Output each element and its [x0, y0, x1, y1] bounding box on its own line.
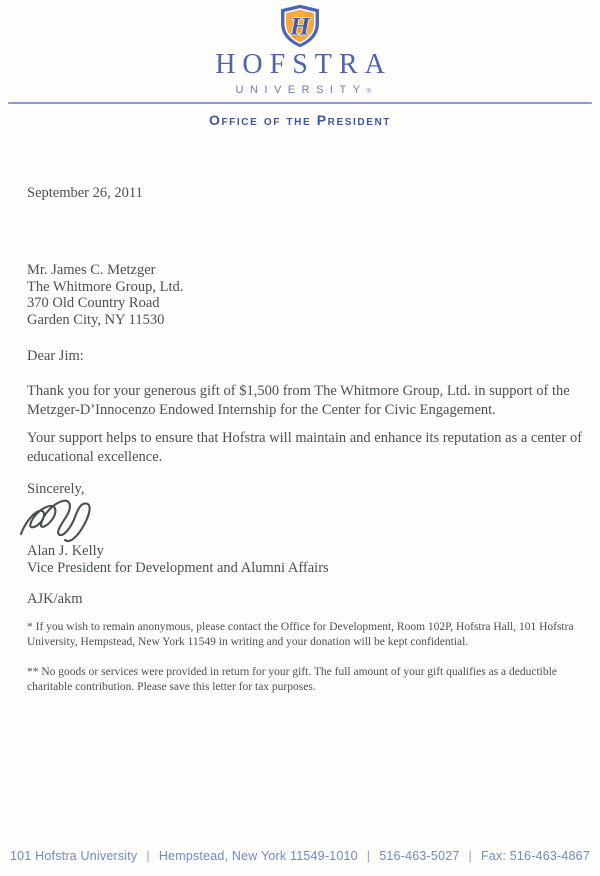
footer-separator: | [468, 849, 472, 863]
recipient-city: Garden City, NY 11530 [27, 311, 165, 328]
footer-address: 101 Hofstra University [10, 849, 138, 863]
closing: Sincerely, [27, 481, 85, 497]
reference-initials: AJK/akm [27, 591, 83, 607]
office-of-the-president-line: Office of the President [208, 112, 392, 128]
footer-contact-line [0, 849, 600, 863]
footer-fax: Fax: 516-463-4867 [480, 849, 590, 863]
brand-name: HOFSTRA [215, 49, 392, 80]
signer-name: Alan J. Kelly [27, 543, 104, 559]
footer-city: Hempstead, New York 11549-1010 [158, 849, 358, 863]
shield-monogram: H [289, 11, 311, 41]
footnote-tax: ** No goods or services were provided in return for your gift. The full amount of your gift qualifies as a deductible charitable contribution. Please save this letter for tax purposes. [27, 666, 557, 693]
recipient-name: Mr. James C. Metzger [27, 262, 156, 278]
header-divider [8, 102, 592, 104]
footer-phone: 516-463-5027 [379, 849, 460, 863]
footnote-anonymous: * If you wish to remain anonymous, please contact the Office for Development, Room 102P, Hofstra Hall, 101 Hofstra University, Hempstead, New York 11549 in writing and your donation will be kept confidential. [27, 621, 574, 648]
recipient-street: 370 Old Country Road [27, 295, 160, 311]
letterhead [0, 0, 600, 96]
footer-separator: | [366, 849, 371, 863]
brand-subname [0, 84, 600, 96]
body-paragraph-1: Thank you for your generous gift of $1,500 from The Whitmore Group, Ltd. in support of the Metzger-D’Innocenzo Endowed Internship for the Center for Civic Engagement. [27, 383, 570, 418]
hofstra-shield-icon [277, 4, 323, 48]
recipient-address-block [27, 262, 183, 328]
brand-subname-text: UNIVERSITY [235, 84, 367, 96]
salutation: Dear Jim: [27, 348, 84, 364]
body-paragraph-2: Your support helps to ensure that Hofstra will maintain and enhance its reputation as a center of educational excellence. [27, 430, 583, 465]
footer-separator: | [146, 849, 150, 863]
signature-image [18, 496, 123, 546]
date-line: September 26, 2011 [27, 185, 143, 201]
recipient-company: The Whitmore Group, Ltd. [27, 278, 184, 295]
registered-mark: ® [366, 89, 371, 95]
signer-title: Vice President for Development and Alumni Affairs [27, 560, 329, 576]
